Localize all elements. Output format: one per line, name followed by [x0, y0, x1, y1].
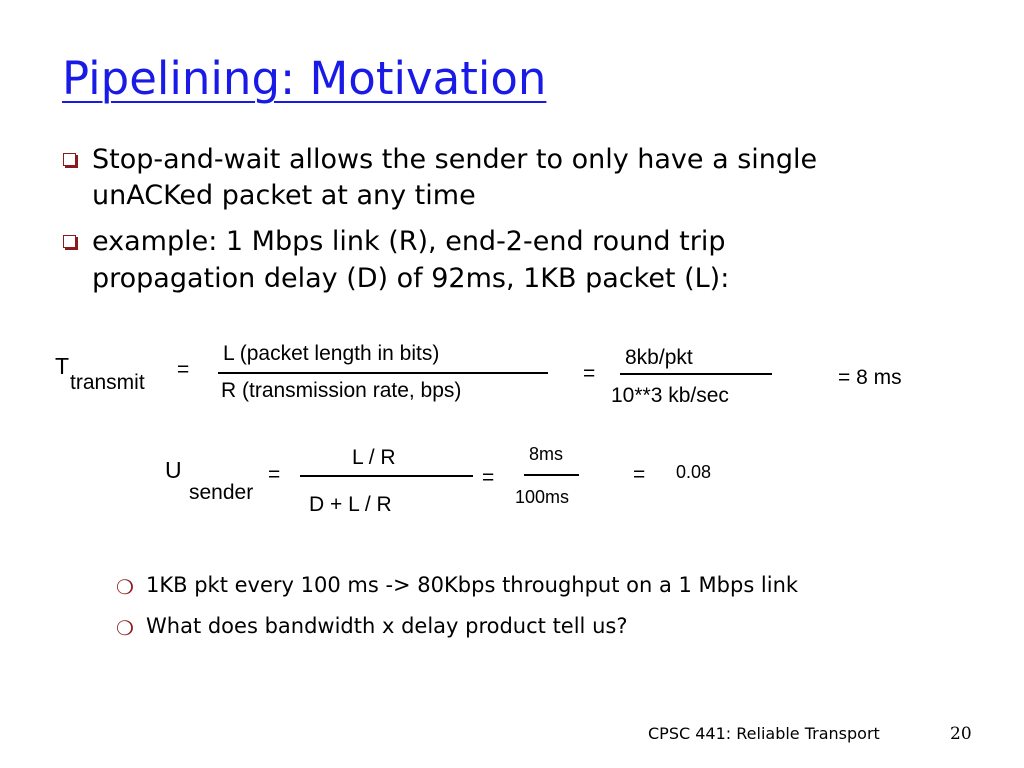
eq2-fraction-bar — [300, 475, 473, 477]
bullet-1-line-1: Stop-and-wait allows the sender to only have a single — [92, 144, 818, 175]
eq2-equals-3: = — [633, 463, 646, 486]
eq1-denominator: R (transmission rate, bps) — [221, 379, 462, 402]
eq2-fraction-bar-2 — [524, 474, 579, 476]
eq1-numerator-2: 8kb/pkt — [625, 346, 693, 369]
eq2-denominator: D + L / R — [309, 493, 392, 516]
eq1-denominator-2: 10**3 kb/sec — [611, 384, 729, 407]
eq1-equals-1: = — [177, 358, 190, 381]
eq2-numerator-2: 8ms — [529, 444, 564, 464]
sub-bullet-circle-icon: ❍ — [116, 616, 134, 640]
eq2-result: 0.08 — [676, 462, 712, 482]
eq2-lhs-subscript: sender — [189, 481, 254, 504]
slide-footer: CPSC 441: Reliable Transport — [648, 724, 880, 743]
eq1-fraction-bar-2 — [620, 373, 772, 375]
sub-bullet-1: 1KB pkt every 100 ms -> 80Kbps throughput on a 1 Mbps link — [146, 573, 799, 597]
eq2-denominator-2: 100ms — [515, 487, 570, 507]
eq1-lhs-subscript: transmit — [70, 371, 145, 394]
eq1-numerator: L (packet length in bits) — [223, 342, 440, 365]
eq1-equals-2: = — [583, 362, 596, 385]
eq1-lhs-T: T — [55, 353, 70, 379]
eq1-result: = 8 ms — [838, 366, 902, 389]
eq2-equals-1: = — [268, 463, 281, 486]
sub-bullet-2: What does bandwidth x delay product tell us? — [146, 614, 628, 638]
bullet-2-line-1: example: 1 Mbps link (R), end-2-end round trip — [92, 226, 726, 257]
bullet-1-line-2: unACKed packet at any time — [92, 180, 476, 211]
eq2-numerator: L / R — [352, 446, 396, 469]
sub-bullet-circle-icon: ❍ — [116, 575, 134, 599]
bullet-square-icon — [63, 235, 76, 248]
eq1-fraction-bar — [218, 372, 548, 374]
bullet-square-icon — [63, 153, 76, 166]
slide-title: Pipelining: Motivation — [62, 52, 547, 105]
bullet-2-line-2: propagation delay (D) of 92ms, 1KB packet (L): — [92, 263, 730, 294]
eq2-equals-2: = — [482, 466, 495, 489]
page-number: 20 — [950, 724, 972, 744]
eq2-lhs-U: U — [165, 457, 182, 483]
